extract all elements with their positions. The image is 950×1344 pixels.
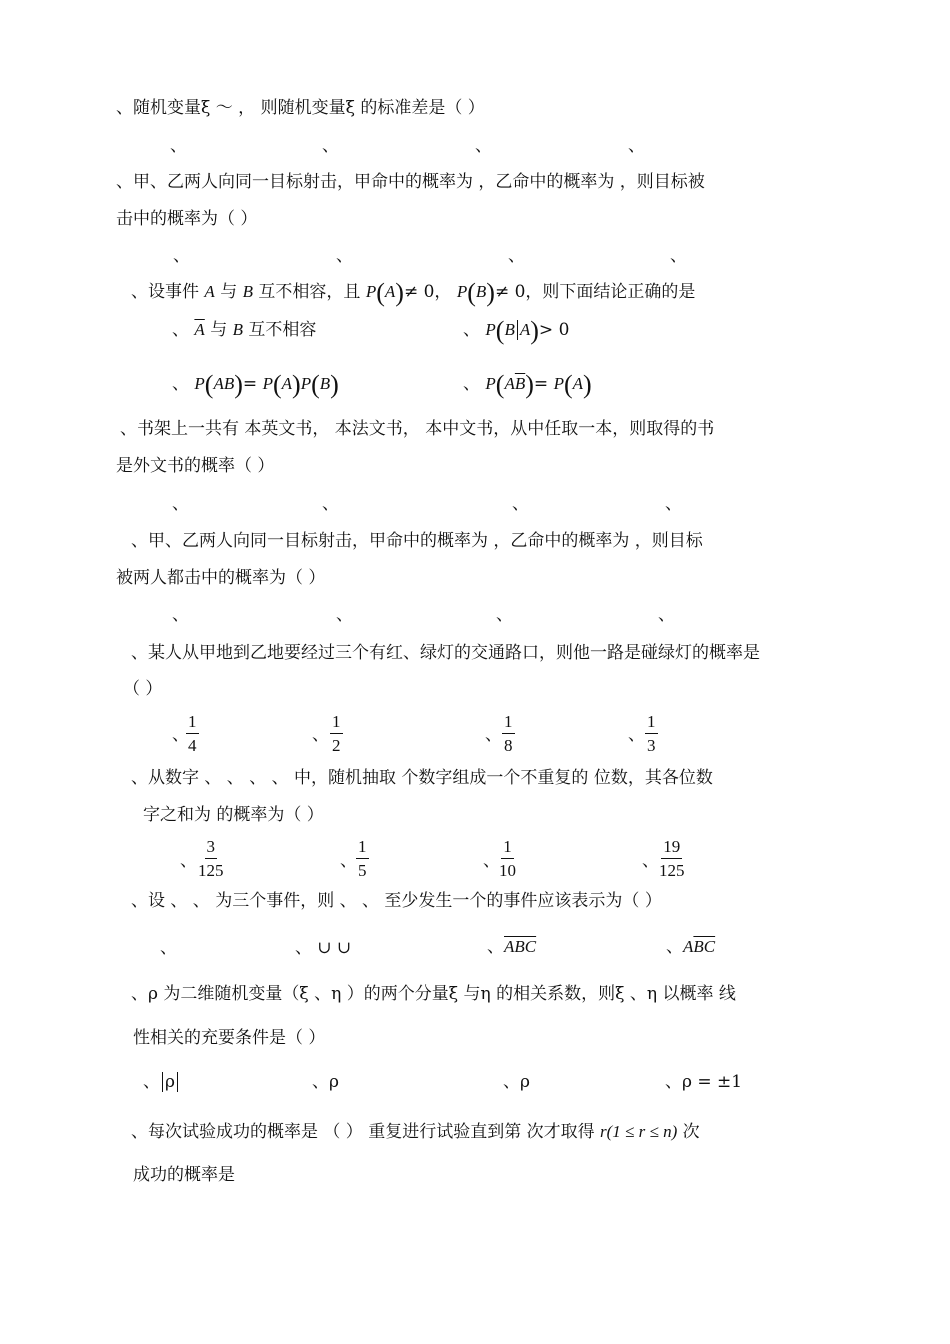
q2-line2: 击中的概率为（ ） (116, 209, 258, 229)
q1-option-d: 、 (628, 136, 645, 156)
q10-line1: 、每次试验成功的概率是 （ ） 重复进行试验直到第 次才取得 r(1 ≤ r ≤ n) 次 (131, 1122, 700, 1142)
q6-option-c-fraction: $\frac{1}{8}$ (504, 712, 513, 755)
q2-option-a: 、 (173, 246, 190, 266)
q6-option-a-sep: 、 (172, 725, 189, 745)
q6-option-c-sep: 、 (485, 725, 502, 745)
q5-option-a: 、 (172, 605, 189, 625)
q7-line1: 、从数字 、 、 、 、 中，随机抽取 个数字组成一个不重复的 位数，其各位数 (131, 768, 713, 788)
q2-option-b: 、 (336, 246, 353, 266)
q8-line1: 、设 、 、 为三个事件，则 、 、 至少发生一个的事件应该表示为（ ） (131, 891, 662, 911)
q1-option-c: 、 (475, 136, 492, 156)
q4-option-d: 、 (665, 494, 682, 514)
q6-option-a-fraction: $\frac{1}{4}$ (188, 712, 197, 755)
q6-option-b-sep: 、 (312, 725, 329, 745)
q6-line1: 、某人从甲地到乙地要经过三个有红、绿灯的交通路口，则他一路是碰绿灯的概率是 (131, 643, 760, 663)
q9-option-d: 、ρ = ±1 (665, 1072, 743, 1092)
q4-option-b: 、 (322, 494, 339, 514)
q8-option-d: 、$A\overline{BC}$ (666, 937, 716, 957)
q2-option-d: 、 (670, 246, 687, 266)
q9-option-c: 、ρ (503, 1072, 530, 1092)
q7-option-b-sep: 、 (340, 851, 357, 871)
q7-option-a-sep: 、 (180, 851, 197, 871)
q9-line2: 性相关的充要条件是（ ） (133, 1028, 326, 1048)
q9-option-a: 、 ρ (143, 1074, 180, 1091)
q3-option-a: 、 $\overline{A}$ 与 B 互不相容 (172, 320, 317, 340)
q3-stem: 、设事件 A 与 B 互不相容，且 P(A)≠ 0， P(B)≠ 0，则下面结论正确的是 (131, 278, 696, 307)
q8-option-b: 、 ∪ ∪ (295, 938, 352, 958)
q3-option-c: 、 P(AB)= P(A)P(B) (172, 370, 339, 399)
q7-option-d-fraction: $\frac{19}{125}$ (659, 837, 685, 880)
q1-option-a: 、 (170, 136, 187, 156)
q9-option-b: 、ρ (312, 1072, 339, 1092)
q1-option-b: 、 (322, 136, 339, 156)
q10-line2: 成功的概率是 (133, 1165, 235, 1185)
q4-line2: 是外文书的概率（ ） (116, 456, 275, 476)
q6-option-d-sep: 、 (628, 725, 645, 745)
q7-option-d-sep: 、 (642, 851, 659, 871)
q7-option-c-sep: 、 (483, 851, 500, 871)
q5-line1: 、甲、乙两人向同一目标射击，甲命中的概率为 ，乙命中的概率为 ，则目标 (131, 531, 703, 551)
q2-line1: 、甲、乙两人向同一目标射击，甲命中的概率为 ，乙命中的概率为 ，则目标被 (116, 172, 705, 192)
q3-option-d: 、 $P(A\overline{B})= P(A)$ (463, 370, 592, 399)
q4-option-a: 、 (172, 494, 189, 514)
q1-line1: 、随机变量ξ ～ ， 则随机变量ξ 的标准差是（ ） (116, 98, 485, 118)
q8-option-c: 、$\overline{ABC}$ (487, 937, 537, 957)
q5-option-b: 、 (336, 605, 353, 625)
q3-option-b: 、 P(B A)> 0 (463, 316, 570, 345)
q7-option-c-fraction: $\frac{1}{10}$ (499, 837, 516, 880)
q8-option-a: 、 (160, 938, 177, 958)
q7-option-a-fraction: $\frac{3}{125}$ (198, 837, 224, 880)
q7-line2: 字之和为 的概率为（ ） (143, 805, 324, 825)
q4-line1: 、书架上一共有 本英文书， 本法文书， 本中文书，从中任取一本，则取得的书 (120, 419, 715, 439)
q4-option-c: 、 (512, 494, 529, 514)
q6-option-d-fraction: $\frac{1}{3}$ (647, 712, 656, 755)
q6-option-b-fraction: $\frac{1}{2}$ (332, 712, 341, 755)
q9-line1: 、ρ 为二维随机变量（ξ 、η ）的两个分量ξ 与η 的相关系数，则ξ 、η 以概率 线 (131, 984, 736, 1004)
q6-line2: （ ） (123, 679, 163, 699)
q5-line2: 被两人都击中的概率为（ ） (116, 568, 326, 588)
q7-option-b-fraction: $\frac{1}{5}$ (358, 837, 367, 880)
q5-option-c: 、 (496, 605, 513, 625)
q2-option-c: 、 (508, 246, 525, 266)
q5-option-d: 、 (658, 605, 675, 625)
